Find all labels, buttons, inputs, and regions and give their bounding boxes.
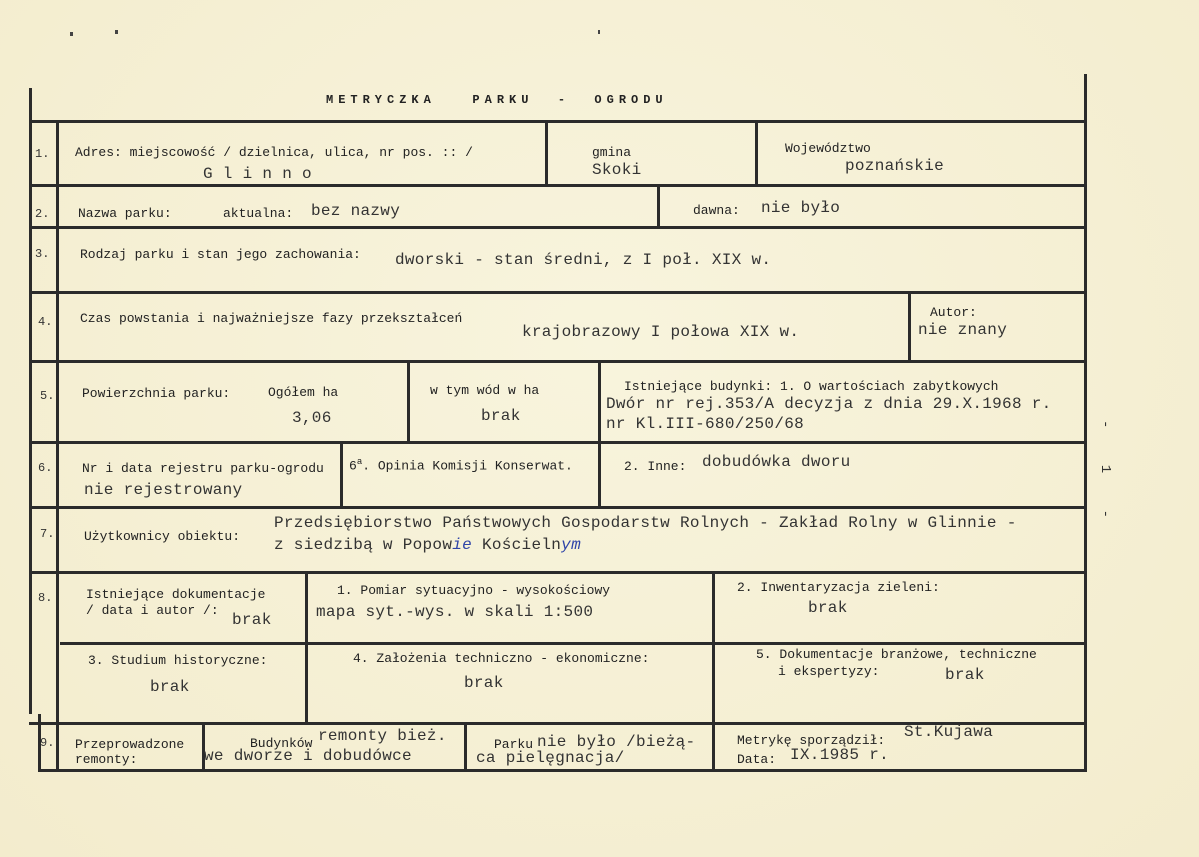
voivodeship-label: Województwo <box>785 141 871 156</box>
renovations-label-line1: Przeprowadzone <box>75 737 185 752</box>
frame-left <box>29 88 32 714</box>
users-line2-a: z siedzibą w Popow <box>274 536 453 554</box>
park-renovation-value-line2: ca pielęgnacja/ <box>476 749 625 767</box>
row-number-3: 3. <box>35 247 50 261</box>
branch-docs-label-line2: i ekspertyzy: <box>778 664 880 679</box>
park-renovation-value-line1: nie było /bieżą- <box>537 733 696 751</box>
scan-speck <box>598 30 600 34</box>
row-number-1: 1. <box>35 147 50 161</box>
r2-sep <box>657 184 660 228</box>
row-number-2: 2. <box>35 207 50 221</box>
park-renovation-label: Parku <box>494 737 534 752</box>
creation-value: krajobrazowy I połowa XIX w. <box>522 323 800 341</box>
rule-4 <box>29 291 1087 294</box>
buildings-renovation-label: Budynków <box>250 736 313 751</box>
park-type-value: dworski - stan średni, z I poł. XIX w. <box>395 251 772 269</box>
rule-8b <box>60 642 1087 645</box>
row-number-4: 4. <box>38 315 53 329</box>
users-line2 <box>274 537 581 553</box>
opinion-number: 6 <box>349 458 357 474</box>
creation-label: Czas powstania i najważniejsze fazy przekształceń <box>80 311 463 326</box>
existing-buildings-line1: Dwór nr rej.353/A decyzja z dnia 29.X.1968 r. <box>606 395 1052 413</box>
r1-sep-b <box>755 120 758 186</box>
rule-8 <box>29 571 1087 574</box>
history-label: 3. Studium historyczne: <box>88 653 268 668</box>
water-area-label: w tym wód w ha <box>430 383 540 398</box>
rule-1 <box>29 120 1087 123</box>
other-buildings-value: dobudówka dworu <box>702 453 851 471</box>
docs-label-line2: / data i autor /: <box>86 603 219 618</box>
row-number-7: 7. <box>40 527 55 541</box>
r6-sep <box>340 441 343 508</box>
voivodeship-value: poznańskie <box>845 157 945 175</box>
rule-3 <box>29 226 1087 229</box>
survey-value: mapa syt.-wys. w skali 1:500 <box>316 603 594 621</box>
r4-sep <box>908 291 911 362</box>
gmina-label: gmina <box>592 145 632 160</box>
branch-docs-label-line1: 5. Dokumentacje branżowe, techniczne <box>756 647 1037 662</box>
document-title: METRYCZKA PARKU - OGRODU <box>326 93 668 107</box>
area-total-value: 3,06 <box>292 409 332 427</box>
current-name-value: bez nazwy <box>311 202 401 220</box>
buildings-renovation-value-line1: remonty bież. <box>318 727 447 745</box>
renovations-label-line2: remonty: <box>75 752 138 767</box>
greenery-label: 2. Inwentaryzacja zieleni: <box>737 580 940 595</box>
current-name-label: aktualna: <box>223 206 294 221</box>
rule-bottom <box>38 769 1087 772</box>
technical-value: brak <box>464 674 504 692</box>
row-number-6: 6. <box>38 461 53 475</box>
former-name-value: nie było <box>761 199 841 217</box>
prepared-by-label: Metrykę sporządził: <box>737 733 886 748</box>
existing-buildings-line2: nr Kl.III-680/250/68 <box>606 415 805 433</box>
park-type-label: Rodzaj parku i stan jego zachowania: <box>80 247 361 262</box>
users-line2-c: Kościeln <box>472 536 562 554</box>
opinion-text: . Opinia Komisji Konserwat. <box>362 458 573 474</box>
scan-speck <box>70 32 73 36</box>
rule-7 <box>29 506 1087 509</box>
r8-sep-a <box>305 571 308 724</box>
register-label: Nr i data rejestru parku-ogrodu <box>82 461 324 476</box>
rule-2 <box>29 184 1087 187</box>
num-col-sep <box>56 120 59 771</box>
scan-speck <box>115 30 118 34</box>
users-line1: Przedsiębiorstwo Państwowych Gospodarstw Rolnych - Zakład Rolny w Glinnie - <box>274 514 1017 532</box>
frame-right <box>1084 74 1087 771</box>
register-value: nie rejestrowany <box>84 481 243 499</box>
opinion-label <box>349 458 573 472</box>
docs-label-line1: Istniejące dokumentacje <box>86 587 266 602</box>
gmina-value: Skoki <box>592 161 642 179</box>
author-label: Autor: <box>930 305 977 320</box>
rule-5 <box>29 360 1087 363</box>
branch-docs-value: brak <box>945 666 985 684</box>
address-label: Adres: miejscowość / dzielnica, ulica, nr pos. :: / <box>75 145 473 160</box>
date-label: Data: <box>737 752 777 767</box>
buildings-renovation-value-line2: we dworze i dobudówce <box>204 747 412 765</box>
date-value: IX.1985 r. <box>790 746 890 764</box>
r5-sep-b <box>598 360 601 508</box>
users-label: Użytkownicy obiektu: <box>84 529 241 544</box>
prepared-by-value: St.Kujawa <box>904 723 994 741</box>
other-buildings-label: 2. Inne: <box>624 459 687 474</box>
row-number-8: 8. <box>38 591 53 605</box>
area-label: Powierzchnia parku: <box>82 386 231 401</box>
area-total-label: Ogółem ha <box>268 385 339 400</box>
water-area-value: brak <box>481 407 521 425</box>
technical-label: 4. Założenia techniczno - ekonomiczne: <box>353 651 650 666</box>
r9-sep-b <box>464 722 467 771</box>
users-handwritten-correction-2: ym <box>561 536 581 554</box>
opinion-superscript: a <box>356 457 363 467</box>
docs-value: brak <box>232 611 272 629</box>
users-handwritten-correction-1: ie <box>452 536 473 554</box>
page-number: - 1 - <box>1097 420 1113 533</box>
row-number-9: 9. <box>40 736 55 750</box>
r9-sep-c <box>712 722 715 771</box>
row-number-5: 5. <box>40 389 55 403</box>
rule-6 <box>29 441 1087 444</box>
former-name-label: dawna: <box>693 203 740 218</box>
park-name-label: Nazwa parku: <box>78 206 172 221</box>
survey-label: 1. Pomiar sytuacyjno - wysokościowy <box>337 583 611 598</box>
greenery-value: brak <box>808 599 848 617</box>
r5-sep-a <box>407 360 410 443</box>
r1-sep-a <box>545 120 548 186</box>
existing-buildings-label: Istniejące budynki: 1. O wartościach zabytkowych <box>624 379 999 394</box>
address-value: G l i n n o <box>203 165 312 183</box>
author-value: nie znany <box>918 321 1008 339</box>
r8-sep-b <box>712 571 715 724</box>
history-value: brak <box>150 678 190 696</box>
